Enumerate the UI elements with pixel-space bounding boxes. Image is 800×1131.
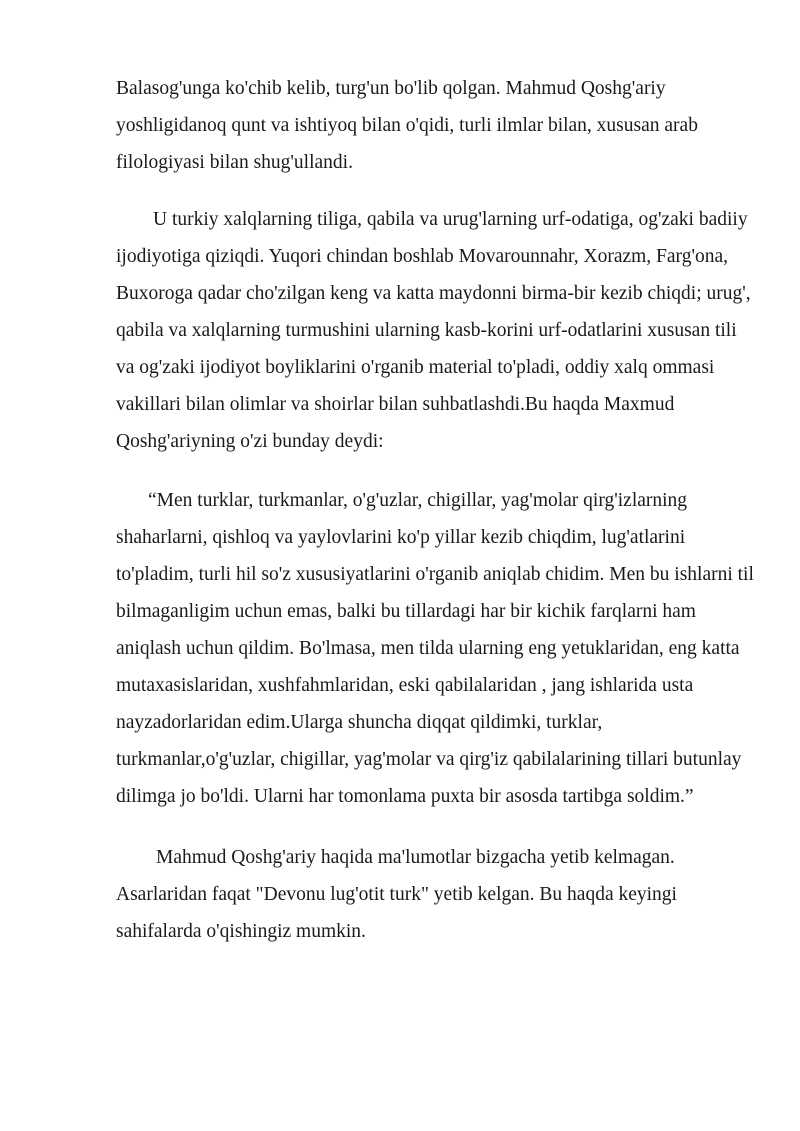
document-page [116, 70, 756, 950]
paragraph-quote: “Men turklar, turkmanlar, o'g'uzlar, chigillar, yag'molar qirg'izlarning shaharlarni, qishloq va yaylovlarini ko'p yillar kezib chiqdim, lug'atlarini to'pladim, turli hil so'z xususiyatlarini o'rganib aniqlab chidim. Men bu ishlarni til bilmaganligim uchun emas, balki bu tillardagi har bir kichik farqlarni ham aniqlash uchun qildim. Bo'lmasa, men tilda ularning eng yetuklaridan, eng katta mutaxasislaridan, xushfahmlaridan, eski qabilalaridan , jang ishlarida usta nayzadorlaridan edim.Ularga shuncha diqqat qildimki, turklar, turkmanlar,o'g'uzlar, chigillar, yag'molar va qirg'iz qabilalarining tillari butunlay dilimga jo bo'ldi. Ularni har tomonlama puxta bir asosda tartibga soldim.” [116, 490, 754, 807]
paragraph-1: Balasog'unga ko'chib kelib, turg'un bo'lib qolgan. Mahmud Qoshg'ariy yoshligidanoq qunt va ishtiyoq bilan o'qidi, turli ilmlar bilan, xususan arab filologiyasi bilan shug'ullandi. [116, 78, 698, 173]
paragraph-4: Mahmud Qoshg'ariy haqida ma'lumotlar bizgacha yetib kelmagan. Asarlaridan faqat "Devonu lug'otit turk" yetib kelgan. Bu haqda keyingi sahifalarda o'qishingiz mumkin. [116, 847, 677, 942]
paragraph-2: U turkiy xalqlarning tiliga, qabila va urug'larning urf-odatiga, og'zaki badiiy ijodiyotiga qiziqdi. Yuqori chindan boshlab Movarounnahr, Xorazm, Farg'ona, Buxoroga qadar cho'zilgan keng va katta maydonni birma-bir kezib chiqdi; urug', qabila va xalqlarning turmushini ularning kasb-korini urf-odatlarini xususan tili va og'zaki ijodiyot boyliklarini o'rganib material to'pladi, oddiy xalq ommasi vakillari bilan olimlar va shoirlar bilan suhbatlashdi.Bu haqda Maxmud Qoshg'ariyning o'zi bunday deydi: [116, 209, 751, 452]
